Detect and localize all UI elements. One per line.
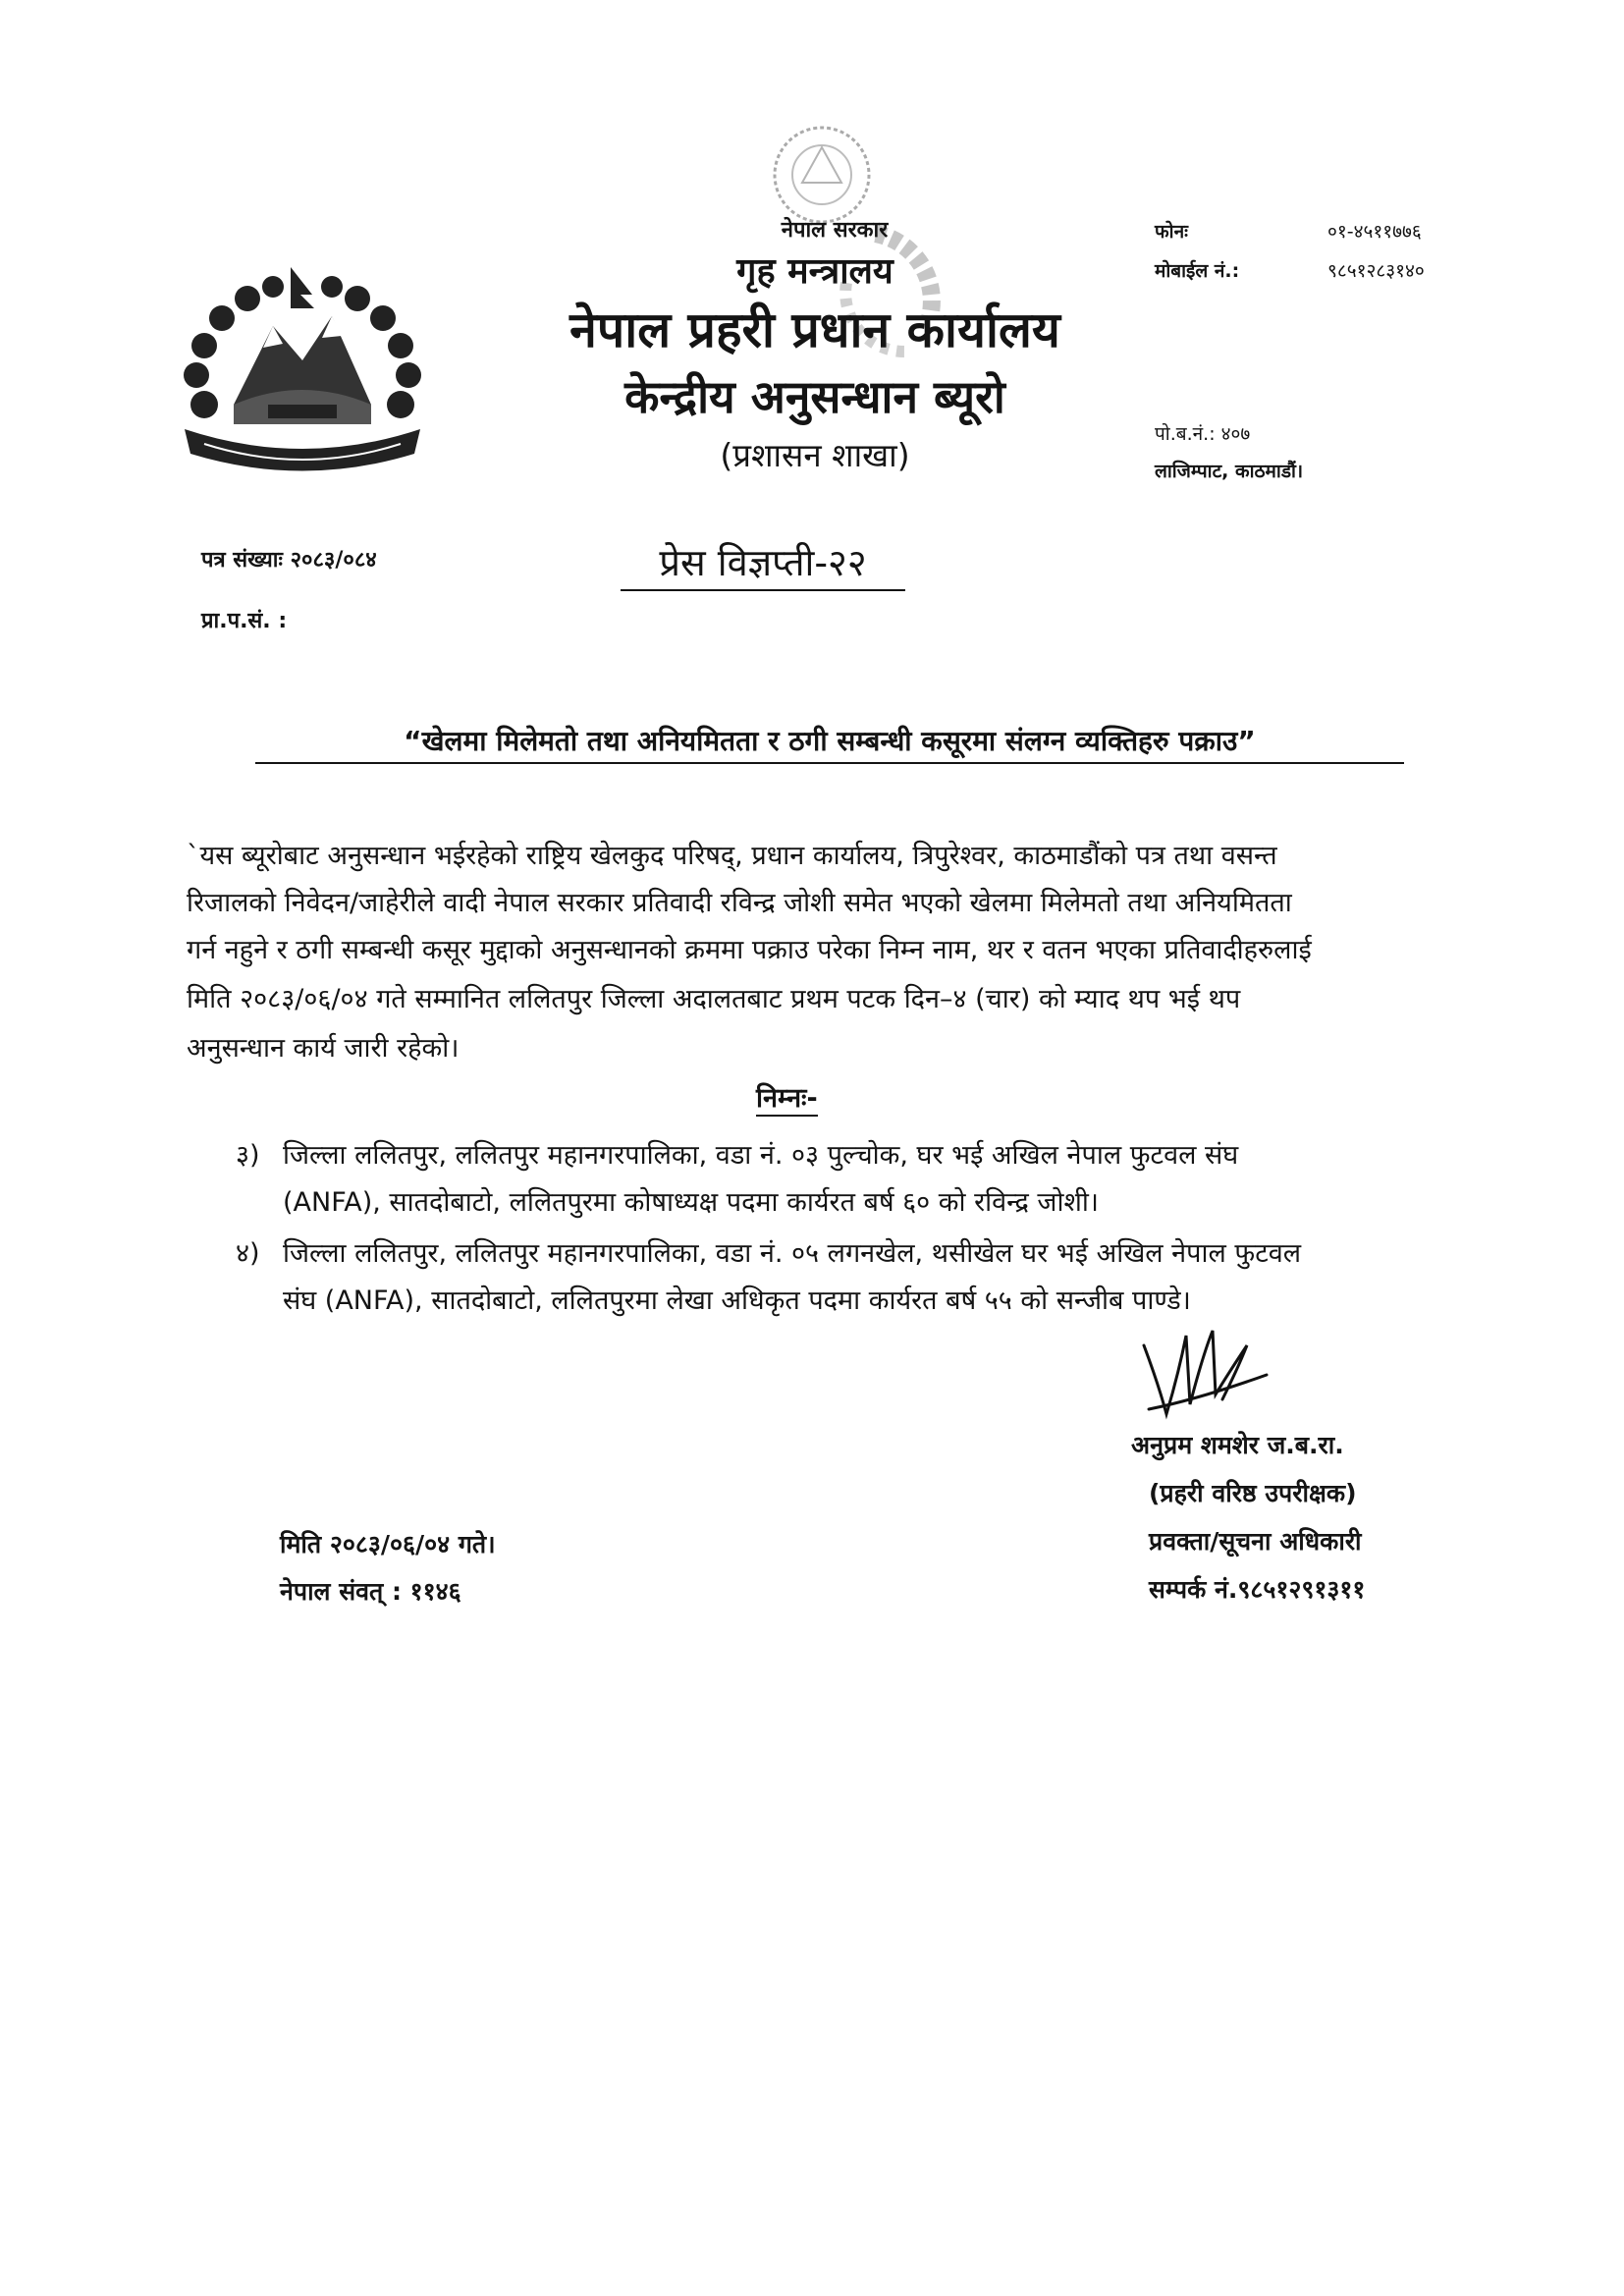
bureau-name: केन्द्रीय अनुसन्धान ब्यूरो (624, 370, 1005, 423)
body-line: अनुसन्धान कार्य जारी रहेको। (187, 1033, 460, 1064)
body-line: मिति २०८३/०६/०४ गते सम्मानित ललितपुर जिल्ला अदालतबाट प्रथम पटक दिन–४ (चार) को म्याद थप भई थप (187, 984, 1241, 1014)
mobile-value: ९८५१२८३१४० (1327, 260, 1425, 282)
branch-name: (प्रशासन शाखा) (720, 436, 910, 474)
reference-number: प्रा.प.सं. : (201, 609, 288, 633)
ministry-name: गृह मन्त्रालय (736, 251, 893, 292)
item-number: ३) (236, 1140, 260, 1171)
pobox: पो.ब.नं.: ४०७ (1155, 423, 1251, 445)
government-name: नेपाल सरकार (781, 218, 889, 243)
subject-line: “खेलमा मिलेमतो तथा अनियमितता र ठगी सम्बन्धी कसूरमा संलग्न व्यक्तिहरु पक्राउ” (255, 722, 1404, 764)
date-line: मिति २०८३/०६/०४ गते। (280, 1530, 496, 1558)
address: लाजिम्पाट, काठमाडौं। (1155, 461, 1304, 482)
list-item: संघ (ANFA), सातदोबाटो, ललितपुरमा लेखा अधिकृत पदमा कार्यरत बर्ष ५५ को सन्जीब पाण्डे। (283, 1285, 1191, 1316)
phone-label: फोनः (1155, 221, 1188, 243)
phone-value: ०१-४५११७७६ (1327, 221, 1422, 243)
nepal-emblem-icon (175, 257, 430, 473)
body-line: `यस ब्यूरोबाट अनुसन्धान भईरहेको राष्ट्रिय खेलकुद परिषद्, प्रधान कार्यालय, त्रिपुरेश्वर, काठमाडौंको पत्र तथा वसन्त (187, 841, 1277, 871)
list-item: जिल्ला ललितपुर, ललितपुर महानगरपालिका, वडा नं. ०५ लगनखेल, थसीखेल घर भई अखिल नेपाल फुटवल (283, 1238, 1302, 1269)
below-label: निम्नः- (756, 1078, 818, 1117)
body-line: रिजालको निवेदन/जाहेरीले वादी नेपाल सरकार प्रतिवादी रविन्द्र जोशी समेत भएको खेलमा मिलेमतो तथा अनियमितता (187, 888, 1292, 918)
press-release-title: प्रेस विज्ञप्ती-२२ (621, 536, 905, 591)
nepal-sambat-line: नेपाल संवत् : ११४६ (280, 1577, 461, 1606)
signatory-name: अनुप्रम शमशेर ज.ब.रा. (1131, 1431, 1344, 1459)
body-line: गर्न नहुने र ठगी सम्बन्धी कसूर मुद्दाको अनुसन्धानको क्रममा पक्राउ परेका निम्न नाम, थर र वतन भएका प्रतिवादीहरुलाई (187, 935, 1312, 965)
office-name: नेपाल प्रहरी प्रधान कार्यालय (569, 301, 1060, 358)
item-number: ४) (236, 1238, 260, 1269)
list-item: जिल्ला ललितपुर, ललितपुर महानगरपालिका, वडा नं. ०३ पुल्चोक, घर भई अखिल नेपाल फुटवल संघ (283, 1140, 1239, 1171)
list-item: (ANFA), सातदोबाटो, ललितपुरमा कोषाध्यक्ष पदमा कार्यरत बर्ष ६० को रविन्द्र जोशी। (283, 1187, 1100, 1218)
handwritten-signature (1129, 1316, 1276, 1434)
signatory-role: प्रवक्ता/सूचना अधिकारी (1149, 1527, 1362, 1556)
mobile-label: मोबाईल नं.: (1155, 260, 1240, 282)
signatory-rank: (प्रहरी वरिष्ठ उपरीक्षक) (1149, 1479, 1357, 1507)
letter-number: पत्र संख्याः २०८३/०८४ (201, 548, 377, 573)
signatory-phone: सम्पर्क नं.९८५१२९१३११ (1149, 1575, 1366, 1604)
